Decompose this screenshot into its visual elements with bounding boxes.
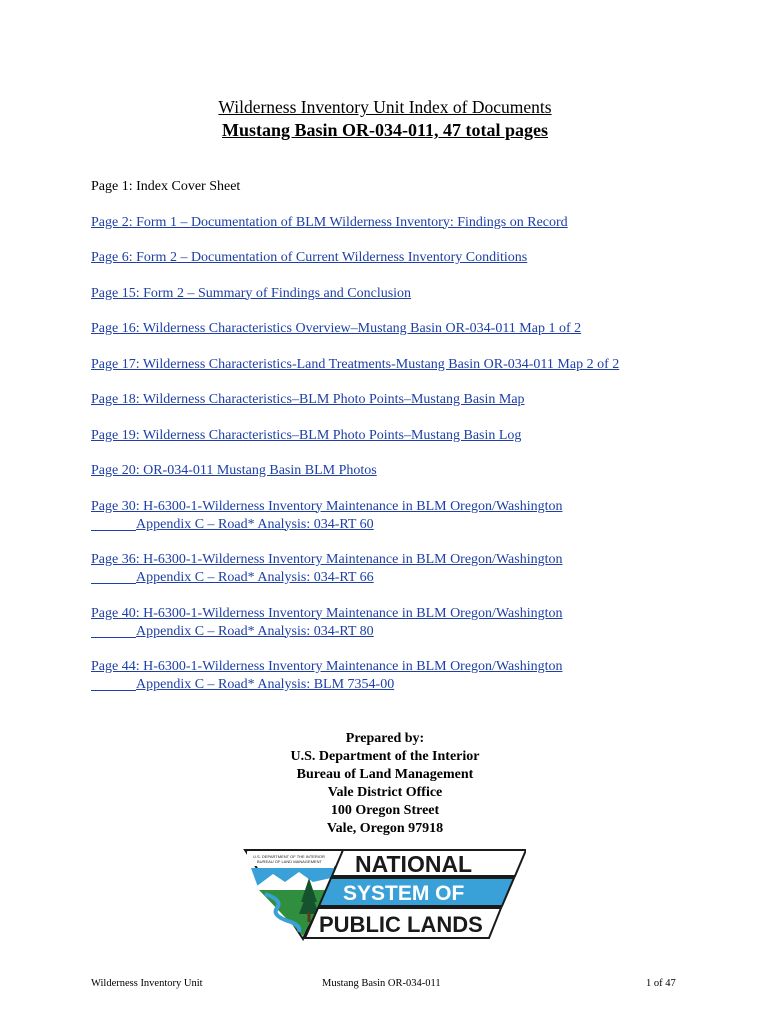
index-entry[interactable] [91, 214, 751, 232]
index-entry-link[interactable]: Page 6: Form 2 – Documentation of Current Wilderness Inventory Conditions [91, 250, 528, 265]
logo-tree-trunk [308, 912, 311, 922]
index-entry[interactable] [91, 391, 751, 409]
indent-underline [91, 676, 136, 691]
index-entry-link[interactable]: Page 15: Form 2 – Summary of Findings and Conclusion [91, 285, 412, 301]
prepared-by-heading: Prepared by: [345, 731, 425, 746]
logo-seal-text: U.S. DEPARTMENT OF THE INTERIOR [253, 854, 325, 859]
index-entry-link[interactable]: Page 2: Form 1 – Documentation of BLM Wilderness Inventory: Findings on Record [91, 214, 568, 230]
prepared-by-line: Vale, Oregon 97918 [326, 821, 444, 836]
index-entry-link[interactable]: Page 18: Wilderness Characteristics–BLM Photo Points–Mustang Basin Map [91, 392, 525, 407]
indent-underline [91, 623, 136, 638]
national-system-of-public-lands-logo [243, 848, 526, 941]
index-entry[interactable] [91, 356, 751, 374]
index-entry-link[interactable]: Appendix C – Road* Analysis: 034-RT 60 [136, 516, 374, 532]
document-subtitle: Mustang Basin OR-034-011, 47 total pages [221, 120, 549, 140]
index-entry-link[interactable]: Page 30: H-6300-1-Wilderness Inventory Maintenance in BLM Oregon/Washington [91, 498, 563, 514]
index-entry[interactable] [91, 498, 751, 534]
index-entry-text: Page 1: Index Cover Sheet [91, 179, 241, 194]
index-entry[interactable] [91, 249, 751, 267]
index-entry-second-line[interactable] [91, 676, 751, 694]
prepared-by-line: 100 Oregon Street [330, 803, 440, 818]
index-entry[interactable] [91, 658, 751, 694]
footer-center: Mustang Basin OR-034-011 [322, 978, 441, 989]
logo-word-system-of: SYSTEM OF [343, 882, 465, 905]
index-entry-second-line[interactable] [91, 516, 751, 534]
index-entry-second-line[interactable] [91, 623, 751, 641]
index-entry[interactable] [91, 605, 751, 641]
document-title: Wilderness Inventory Unit Index of Documents [218, 97, 552, 117]
indent-underline [91, 516, 136, 531]
logo-seal-text: BUREAU OF LAND MANAGEMENT [257, 859, 322, 864]
index-entry[interactable] [91, 551, 751, 587]
indent-underline [91, 569, 136, 584]
footer-page-number: 1 of 47 [646, 978, 676, 989]
footer-left: Wilderness Inventory Unit [91, 978, 203, 989]
index-entry-link[interactable]: Appendix C – Road* Analysis: 034-RT 66 [136, 570, 374, 585]
index-entry-second-line[interactable] [91, 569, 751, 587]
index-entry-link[interactable]: Page 36: H-6300-1-Wilderness Inventory Maintenance in BLM Oregon/Washington [91, 552, 563, 567]
index-entry[interactable] [91, 462, 751, 480]
prepared-by-block [0, 730, 770, 838]
prepared-by-line: Vale District Office [327, 785, 443, 800]
index-entry-link[interactable]: Appendix C – Road* Analysis: BLM 7354-00 [136, 677, 395, 692]
index-entry [91, 178, 751, 196]
index-entry-link[interactable]: Page 40: H-6300-1-Wilderness Inventory Maintenance in BLM Oregon/Washington [91, 605, 563, 621]
title-block [0, 96, 770, 142]
index-entry-link[interactable]: Page 16: Wilderness Characteristics Overview–Mustang Basin OR-034-011 Map 1 of 2 [91, 321, 582, 336]
logo-word-national: NATIONAL [355, 851, 473, 877]
index-entry[interactable] [91, 285, 751, 303]
index-entry-link[interactable]: Page 17: Wilderness Characteristics-Land Treatments-Mustang Basin OR-034-011 Map 2 of 2 [91, 356, 620, 372]
index-entry-link[interactable]: Page 44: H-6300-1-Wilderness Inventory Maintenance in BLM Oregon/Washington [91, 659, 563, 674]
index-entry-link[interactable]: Appendix C – Road* Analysis: 034-RT 80 [136, 623, 374, 639]
index-entry[interactable] [91, 320, 751, 338]
index-entry-link[interactable]: Page 19: Wilderness Characteristics–BLM Photo Points–Mustang Basin Log [91, 427, 522, 443]
prepared-by-line: U.S. Department of the Interior [290, 749, 480, 764]
prepared-by-line: Bureau of Land Management [296, 767, 474, 782]
index-entry-link[interactable]: Page 20: OR-034-011 Mustang Basin BLM Photos [91, 463, 377, 478]
index-list [91, 178, 751, 712]
logo-word-public-lands: PUBLIC LANDS [319, 912, 483, 937]
index-entry[interactable] [91, 427, 751, 445]
